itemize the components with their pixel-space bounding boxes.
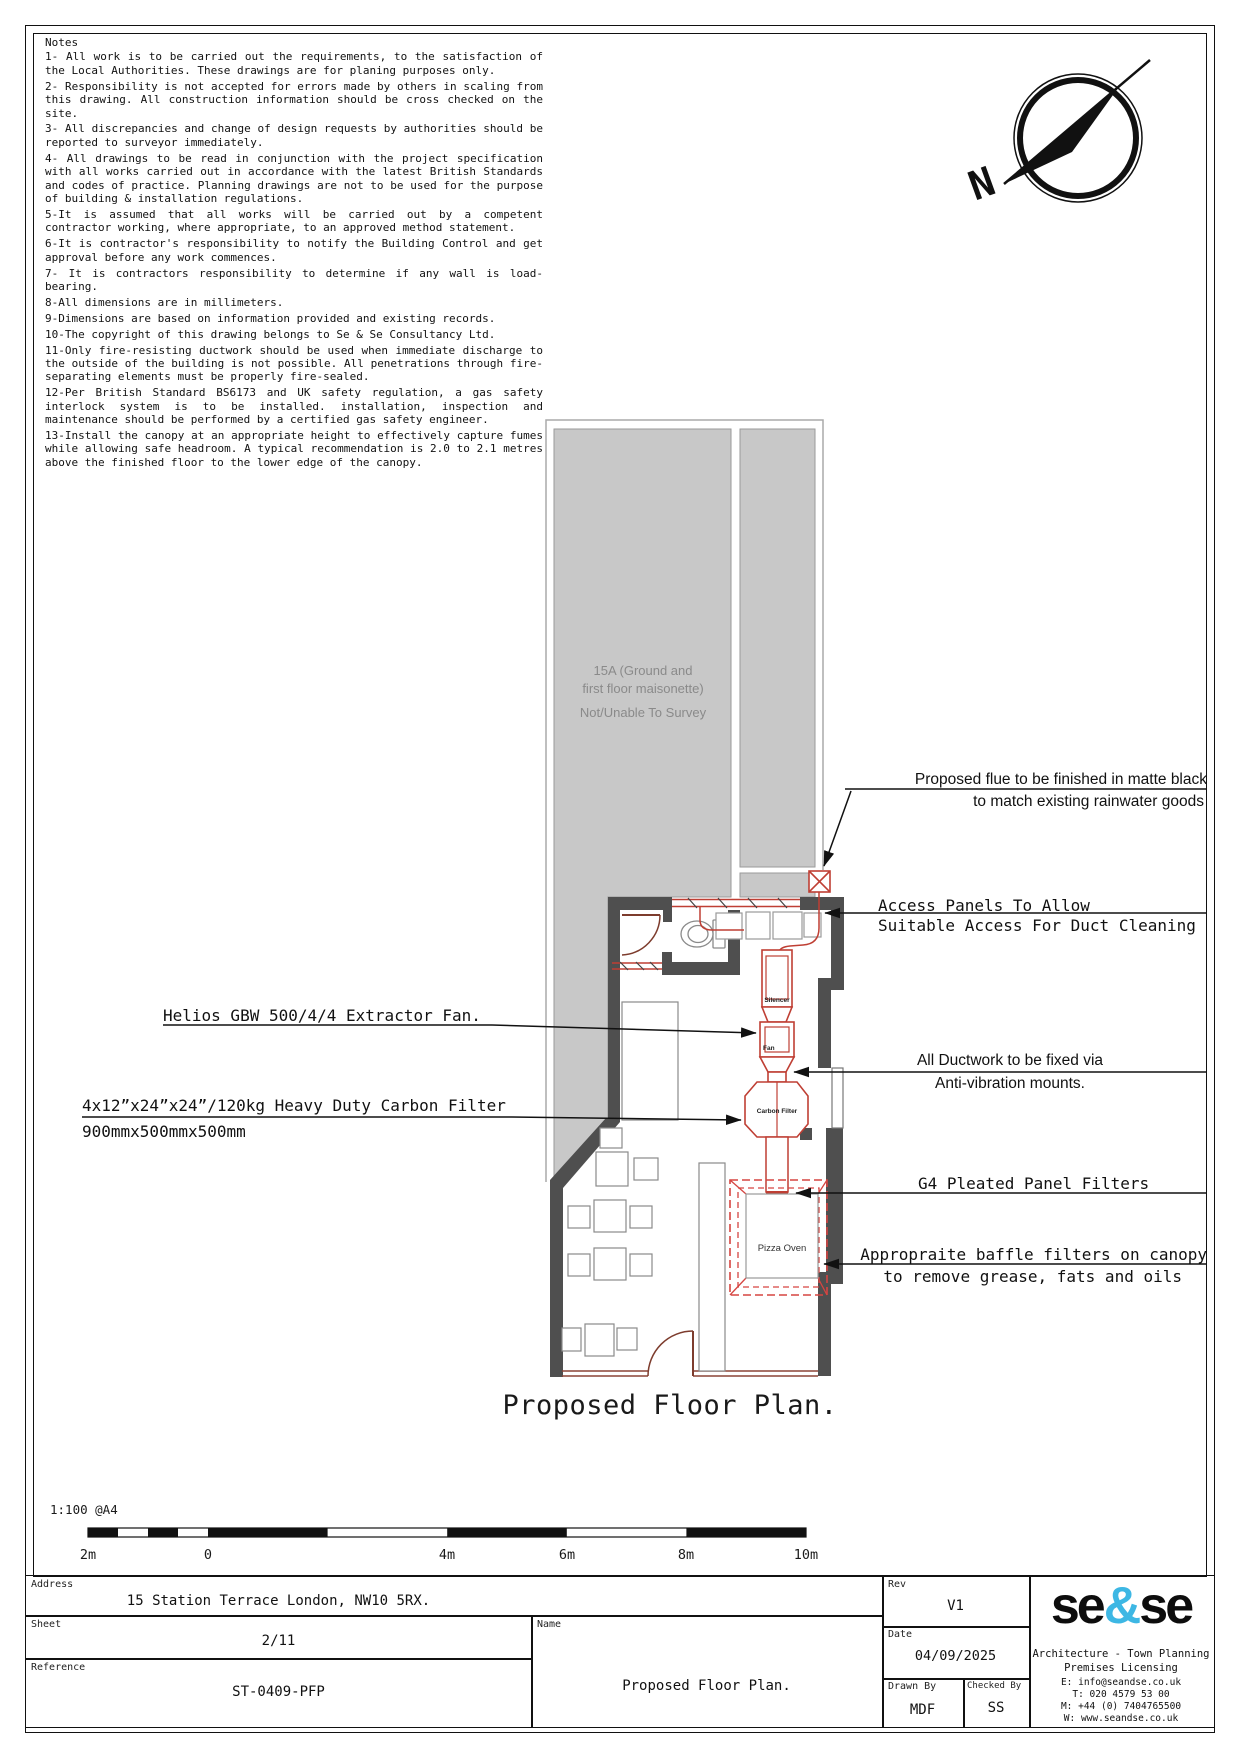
checked-by-value: SS (987, 1700, 1005, 1716)
note-item: 13-Install the canopy at an appropriate height to effectively capture fumes while allowing safe headroom. A typical recommendation is 2.0 to 2.1 metres above the finished floor to the lower edge of the canopy. (45, 428, 543, 469)
neighbor-label (558, 662, 728, 722)
scale-note: 1:100 @A4 (50, 1502, 118, 1517)
address-label: Address (31, 1579, 74, 1590)
note-item: 12-Per British Standard BS6173 and UK safety regulation, a gas safety interlock system is to be installed. installation, inspection and maintenance should be performed by a certified gas safety engineer. (45, 386, 543, 427)
scale-bar (88, 1528, 806, 1537)
logo-se1: se (1050, 1577, 1103, 1635)
date-value: 04/09/2025 (914, 1648, 997, 1664)
ductwork-annotation-line1: All Ductwork to be fixed via (916, 1052, 1104, 1069)
fan-unit (760, 1022, 794, 1082)
shopfront-line (562, 1371, 818, 1376)
rev-value: V1 (947, 1598, 964, 1614)
note-item: 10-The copyright of this drawing belongs to Se & Se Consultancy Ltd. (45, 327, 496, 341)
logo-ampersand: & (1103, 1577, 1139, 1635)
logo-tagline1: Architecture - Town Planning (1032, 1648, 1210, 1660)
plan-title: Proposed Floor Plan. (502, 1390, 838, 1421)
flue-annotation-line2: to match existing rainwater goods (973, 793, 1204, 810)
carbon-annotation-line2: 900mmx500mmx500mm (82, 1122, 246, 1141)
silencer-label: Silencer (764, 997, 790, 1004)
logo-email: E: info@seandse.co.uk (1060, 1677, 1182, 1688)
north-arrow-icon (963, 60, 1150, 210)
neighbor-outrigger (740, 429, 815, 867)
flue-annotation-line1: Proposed flue to be finished in matte black (914, 771, 1207, 788)
reference-label: Reference (31, 1662, 86, 1673)
logo-tel: T: 020 4579 53 00 (1072, 1689, 1170, 1700)
note-item: 6-It is contractor's responsibility to notify the Building Control and get approval before any work commences. (45, 237, 543, 264)
pizza-oven-canopy (730, 1180, 827, 1295)
carbon-filter-label: Carbon Filter (756, 1108, 798, 1115)
g4-annotation: G4 Pleated Panel Filters (918, 1174, 1150, 1193)
right-wall-window (832, 1068, 843, 1128)
rev-label: Rev (888, 1579, 907, 1590)
note-item: 7- It is contractors responsibility to determine if any wall is load-bearing. (45, 266, 543, 293)
note-item: 9-Dimensions are based on information provided and existing records. (45, 311, 496, 325)
helios-annotation: Helios GBW 500/4/4 Extractor Fan. (163, 1006, 481, 1025)
baffle-annotation-line2: to remove grease, fats and oils (883, 1267, 1182, 1286)
notes-title: Notes (45, 36, 79, 49)
ductwork-annotation-line2: Anti-vibration mounts. (935, 1075, 1085, 1092)
access-annotation-line1: Access Panels To Allow (878, 896, 1090, 915)
neighbor-label-line1: 15A (Ground and (593, 663, 693, 678)
drawn-by-label: Drawn By (888, 1681, 937, 1692)
note-item: 3- All discrepancies and change of design requests by authorities should be reported to surveyor immediately. (45, 122, 543, 149)
entrance-door (648, 1331, 693, 1376)
note-item: 1- All work is to be carried out the requirements, to the satisfaction of the Local Authorities. These drawings are for planing purposes only. (45, 50, 543, 77)
pizza-oven-label: Pizza Oven (757, 1243, 807, 1254)
scale-tick-label: 4m (438, 1547, 456, 1563)
note-item: 4- All drawings to be read in conjunction with the project specification with all works carried out in accordance with the latest British Standards and codes of practice. Planning drawings are not to be used for the purpose of building & installation regulations. (45, 151, 543, 205)
name-label: Name (537, 1619, 562, 1630)
logo-tagline2: Premises Licensing (1064, 1662, 1178, 1674)
carbon-annotation-line1: 4x12”x24”x24”/120kg Heavy Duty Carbon Filter (82, 1096, 506, 1115)
neighbor-label-line3: Not/Unable To Survey (579, 705, 707, 720)
banquette (622, 1002, 678, 1120)
access-panel-boxes (716, 912, 821, 939)
logo-web: W: www.seandse.co.uk (1063, 1713, 1179, 1724)
logo-se2: se (1139, 1577, 1192, 1635)
company-logo (1031, 1578, 1211, 1634)
scale-tick-label: 0 (203, 1547, 213, 1563)
scale-tick-label: 8m (677, 1547, 695, 1563)
note-item: 2- Responsibility is not accepted for errors made by others in scaling from this drawing. All construction information should be cross checked on the site. (45, 79, 543, 120)
title-block (25, 1575, 1215, 1728)
silencer-unit (762, 950, 792, 1022)
name-value: Proposed Floor Plan. (622, 1678, 791, 1694)
scale-tick-label: 2m (79, 1547, 97, 1563)
checked-by-label: Checked By (967, 1681, 1022, 1691)
north-letter: N (962, 158, 1002, 211)
fan-label: Fan (763, 1045, 775, 1052)
baffle-annotation-line1: Appropraite baffle filters on canopy (860, 1245, 1207, 1264)
scale-tick-label: 10m (793, 1547, 819, 1563)
scale-tick-label: 6m (558, 1547, 576, 1563)
flue-box (809, 871, 830, 892)
counter (699, 1163, 725, 1371)
wc-door (622, 915, 660, 955)
date-label: Date (888, 1629, 913, 1640)
drawn-by-value: MDF (909, 1702, 936, 1718)
neighbor-label-line2: first floor maisonette) (582, 681, 704, 696)
sheet-value: 2/11 (261, 1633, 296, 1649)
note-item: 11-Only fire-resisting ductwork should be used when immediate discharge to the outside of the building is not possible. All penetrations through fire-separating elements must be properly fire-sealed. (45, 343, 543, 384)
note-item: 8-All dimensions are in millimeters. (45, 295, 284, 309)
reference-value: ST-0409-PFP (232, 1684, 325, 1700)
neighbor-outrigger-lower (740, 873, 815, 897)
duct-grille (672, 898, 800, 909)
sheet-label: Sheet (31, 1619, 62, 1630)
address-value: 15 Station Terrace London, NW10 5RX. (126, 1593, 431, 1609)
access-annotation-line2: Suitable Access For Duct Cleaning (878, 916, 1196, 935)
logo-mobile: M: +44 (0) 7404765500 (1060, 1701, 1182, 1712)
note-item: 5-It is assumed that all works will be carried out by a competent contractor working, where appropriate, to an approved method statement. (45, 207, 543, 235)
